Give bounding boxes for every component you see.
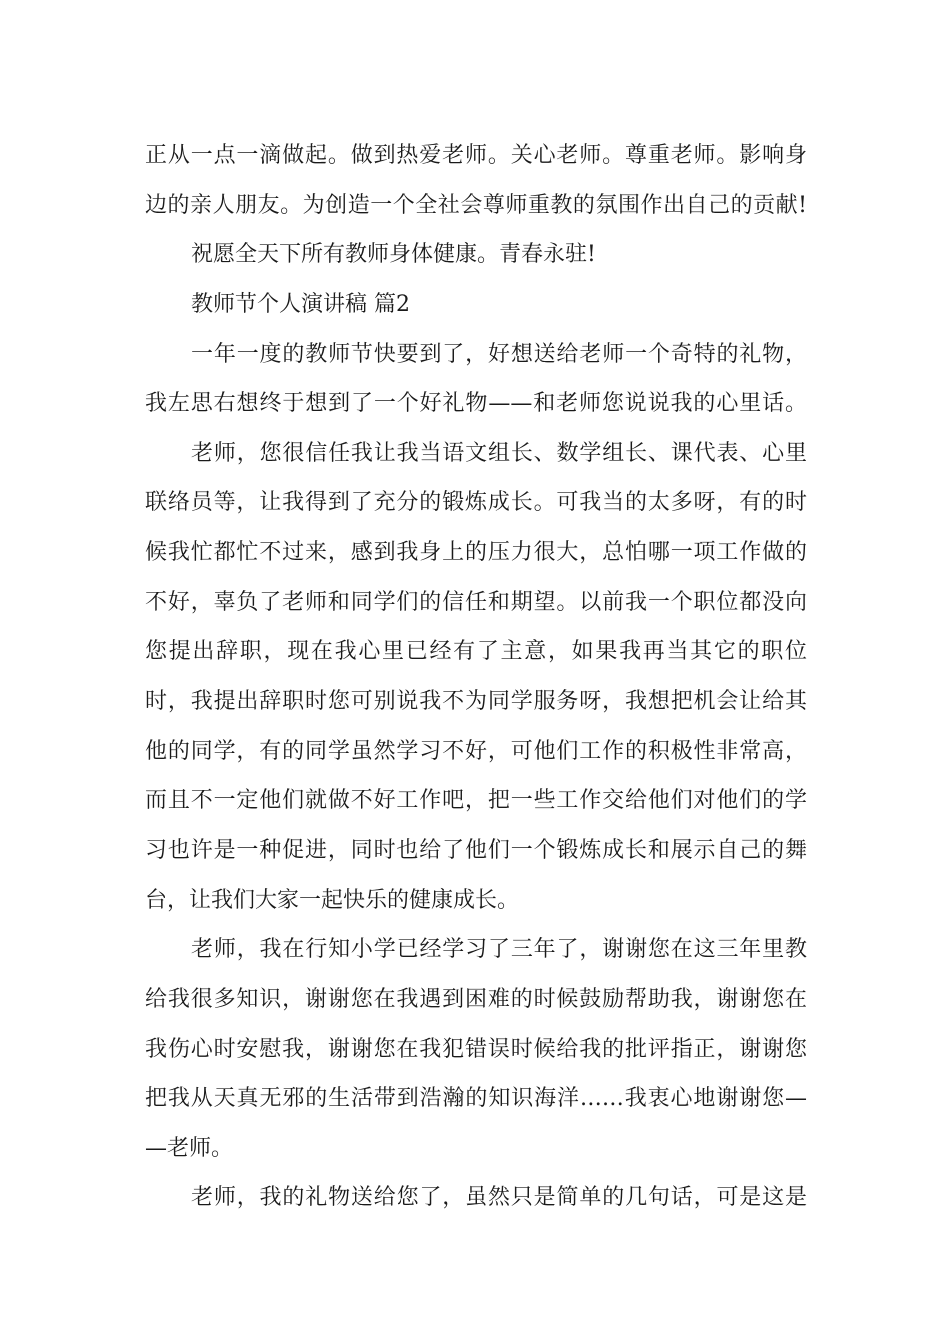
text-line: 老师，我在行知小学已经学习了三年了，谢谢您在这三年里教 <box>191 937 807 963</box>
text-line: 候我忙都忙不过来，感到我身上的压力很大，总怕哪一项工作做的 <box>145 540 807 566</box>
text-line: 老师，您很信任我让我当语文组长、数学组长、课代表、心里 <box>191 440 807 466</box>
text-line: 给我很多知识，谢谢您在我遇到困难的时候鼓励帮助我，谢谢您在 <box>145 986 807 1012</box>
text-line: 联络员等，让我得到了充分的锻炼成长。可我当的太多呀，有的时 <box>145 490 807 516</box>
section-heading: 教师节个人演讲稿 篇2 <box>191 291 410 317</box>
text-line: 一年一度的教师节快要到了，好想送给老师一个奇特的礼物， <box>191 341 807 367</box>
text-line: 边的亲人朋友。为创造一个全社会尊师重教的氛围作出自己的贡献! <box>145 192 807 218</box>
text-line: 台，让我们大家一起快乐的健康成长。 <box>145 887 520 913</box>
text-line: 我伤心时安慰我，谢谢您在我犯错误时候给我的批评指正，谢谢您 <box>145 1036 807 1062</box>
text-line: 不好，辜负了老师和同学们的信任和期望。以前我一个职位都没向 <box>145 589 807 615</box>
text-line: 祝愿全天下所有教师身体健康。青春永驻! <box>191 242 596 268</box>
document-body <box>145 131 807 1223</box>
text-line: 时，我提出辞职时您可别说我不为同学服务呀，我想把机会让给其 <box>145 689 807 715</box>
text-line: 他的同学，有的同学虽然学习不好，可他们工作的积极性非常高， <box>145 738 807 764</box>
text-line: 我左思右想终于想到了一个好礼物——和老师您说说我的心里话。 <box>145 391 807 417</box>
text-line: 把我从天真无邪的生活带到浩瀚的知识海洋……我衷心地谢谢您— <box>145 1086 807 1112</box>
text-line: 老师，我的礼物送给您了，虽然只是简单的几句话，可是这是 <box>191 1185 807 1211</box>
text-line: 正从一点一滴做起。做到热爱老师。关心老师。尊重老师。影响身 <box>145 143 807 168</box>
text-line: 您提出辞职，现在我心里已经有了主意，如果我再当其它的职位 <box>145 639 807 665</box>
text-line: 而且不一定他们就做不好工作吧，把一些工作交给他们对他们的学 <box>145 788 807 814</box>
text-line: —老师。 <box>145 1135 234 1161</box>
text-line: 习也许是一种促进，同时也给了他们一个锻炼成长和展示自己的舞 <box>145 837 807 863</box>
